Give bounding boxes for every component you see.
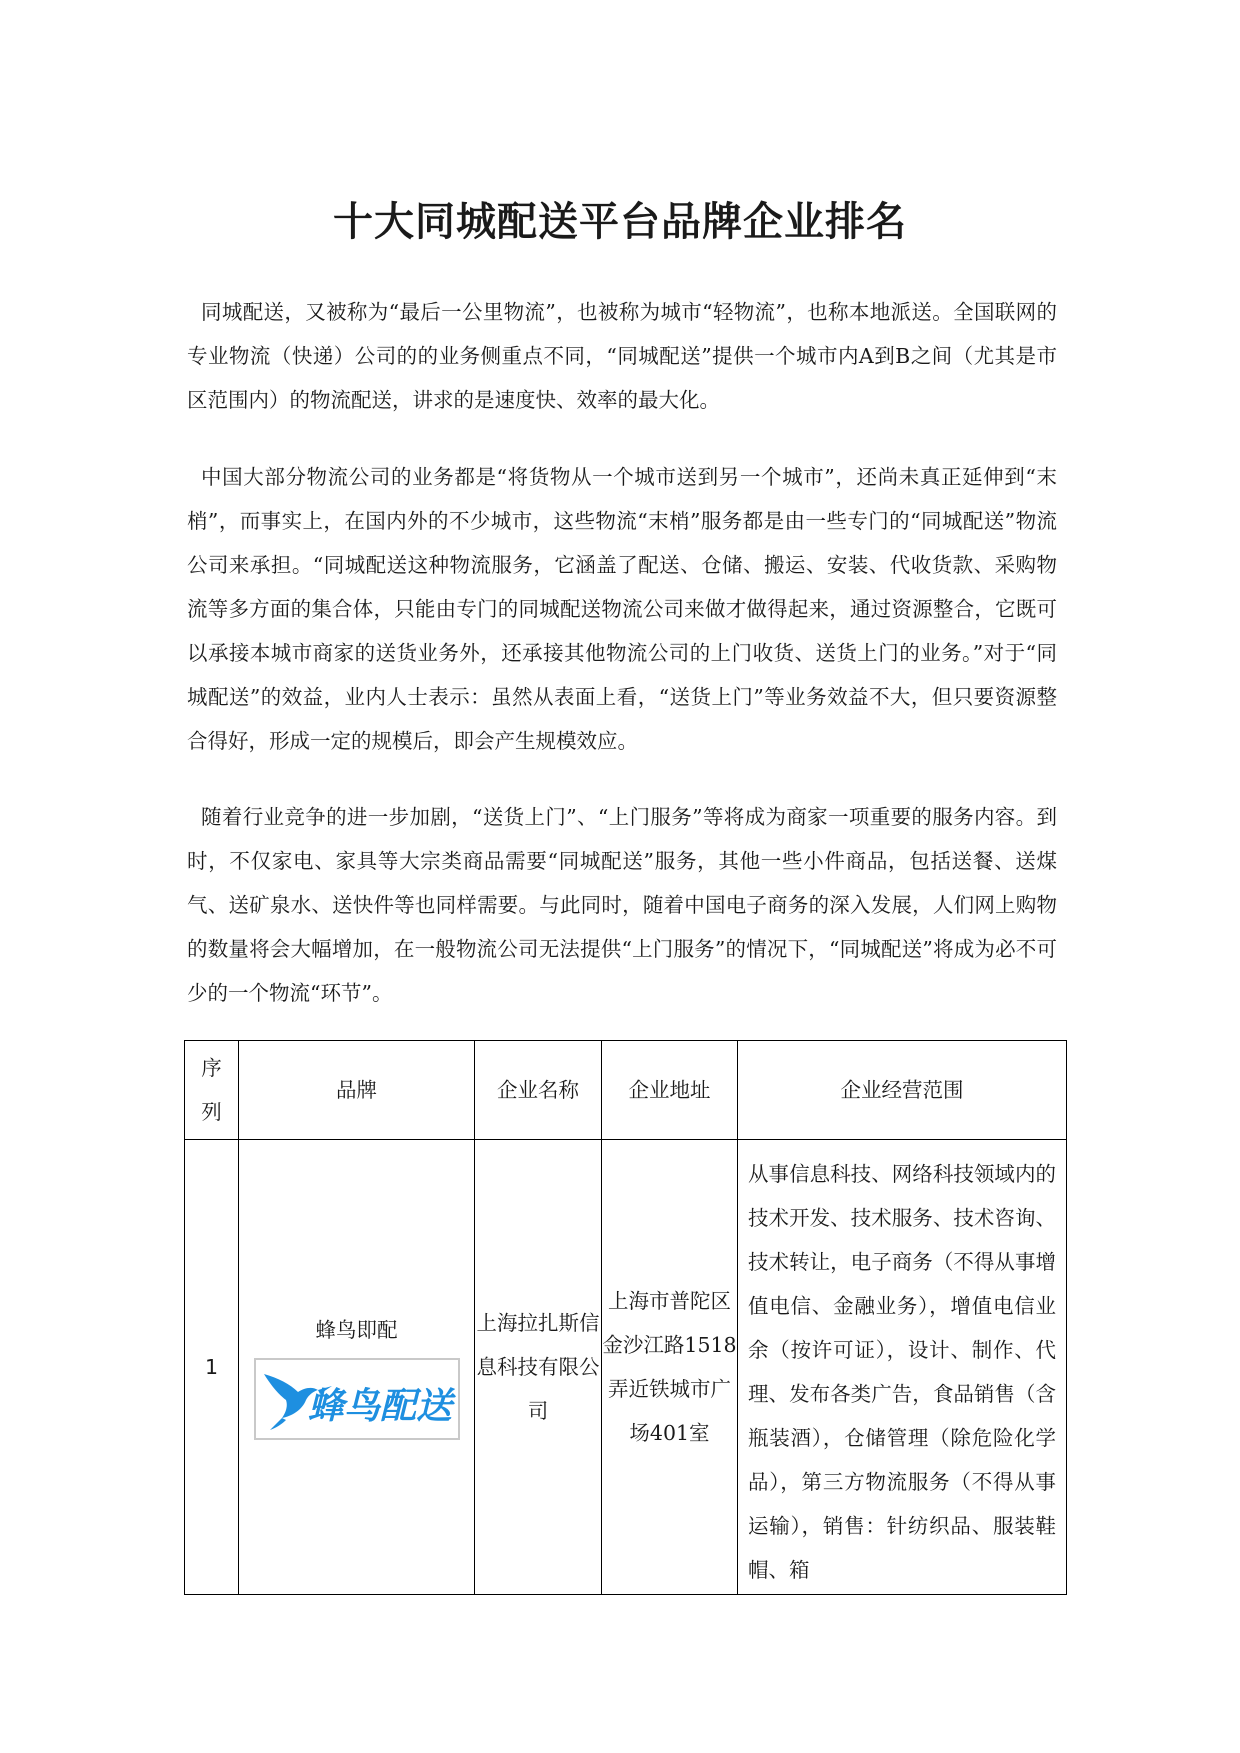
row-seq: 1 bbox=[204, 1355, 219, 1379]
header-brand: 品牌 bbox=[239, 1041, 475, 1140]
header-company: 企业名称 bbox=[475, 1041, 602, 1140]
intro-paragraph-3: 随着行业竞争的进一步加剧，“送货上门”、“上门服务”等将成为商家一项重要的服务内容。到时，不仅家电、家具等大宗类商品需要“同城配送”服务，其他一些小件商品，包括送餐、送煤气、送矿泉水、送快件等也同样需要。与此同时，随着中国电子商务的深入发展，人们网上购物的数量将会大幅增加，在一般物流公司无法提供“上门服务”的情况下，“同城配送”将成为必不可少的一个物流“环节”。 bbox=[187, 805, 1057, 1005]
company-name: 上海拉扎斯信息科技有限公司 bbox=[476, 1311, 600, 1423]
cell-seq bbox=[185, 1140, 239, 1595]
cell-company bbox=[475, 1140, 602, 1595]
cell-scope bbox=[738, 1140, 1067, 1595]
brand-ranking-table bbox=[184, 1040, 1067, 1595]
business-scope: 从事信息科技、网络科技领域内的技术开发、技术服务、技术咨询、技术转让，电子商务（不得从事增值电信、金融业务），增值电信业余（按许可证），设计、制作、代理、发布各类广告，食品销售（含瓶装酒），仓储管理（除危险化学品），第三方物流服务（不得从事运输），销售：针纺织品、服装鞋帽、箱 bbox=[748, 1162, 1056, 1582]
intro-paragraph-2: 中国大部分物流公司的业务都是“将货物从一个城市送到另一个城市”，还尚未真正延伸到“末梢”，而事实上，在国内外的不少城市，这些物流“末梢”服务都是由一些专门的“同城配送”物流公司来承担。“同城配送这种物流服务，它涵盖了配送、仓储、搬运、安装、代收货款、采购物流等多方面的集合体，只能由专门的同城配送物流公司来做才做得起来，通过资源整合，它既可以承接本城市商家的送货业务外，还承接其他物流公司的上门收货、送货上门的业务。”对于“同城配送”的效益，业内人士表示：虽然从表面上看，“送货上门”等业务效益不大，但只要资源整合得好，形成一定的规模后，即会产生规模效应。 bbox=[187, 465, 1057, 753]
page-title: 十大同城配送平台品牌企业排名 bbox=[333, 198, 907, 245]
cell-brand bbox=[239, 1140, 475, 1595]
header-seq-line1: 序 bbox=[201, 1056, 222, 1080]
header-seq-line2: 列 bbox=[201, 1100, 222, 1124]
header-seq bbox=[185, 1041, 239, 1140]
header-address: 企业地址 bbox=[602, 1041, 738, 1140]
table-header-row bbox=[185, 1041, 1067, 1140]
intro-paragraph-1: 同城配送，又被称为“最后一公里物流”，也被称为城市“轻物流”，也称本地派送。全国联网的专业物流（快递）公司的的业务侧重点不同，“同城配送”提供一个城市内A到B之间（尤其是市区范围内）的物流配送，讲求的是速度快、效率的最大化。 bbox=[187, 300, 1057, 412]
logo-text: 蜂鸟配送 bbox=[307, 1386, 452, 1427]
cell-address bbox=[602, 1140, 738, 1595]
brand-name: 蜂鸟即配 bbox=[315, 1318, 398, 1342]
brand-logo bbox=[254, 1358, 460, 1440]
table-row bbox=[185, 1140, 1067, 1595]
company-address: 上海市普陀区金沙江路1518弄近铁城市广场401室 bbox=[602, 1289, 737, 1445]
hummingbird-logo-icon bbox=[256, 1360, 458, 1438]
header-scope: 企业经营范围 bbox=[738, 1041, 1067, 1140]
